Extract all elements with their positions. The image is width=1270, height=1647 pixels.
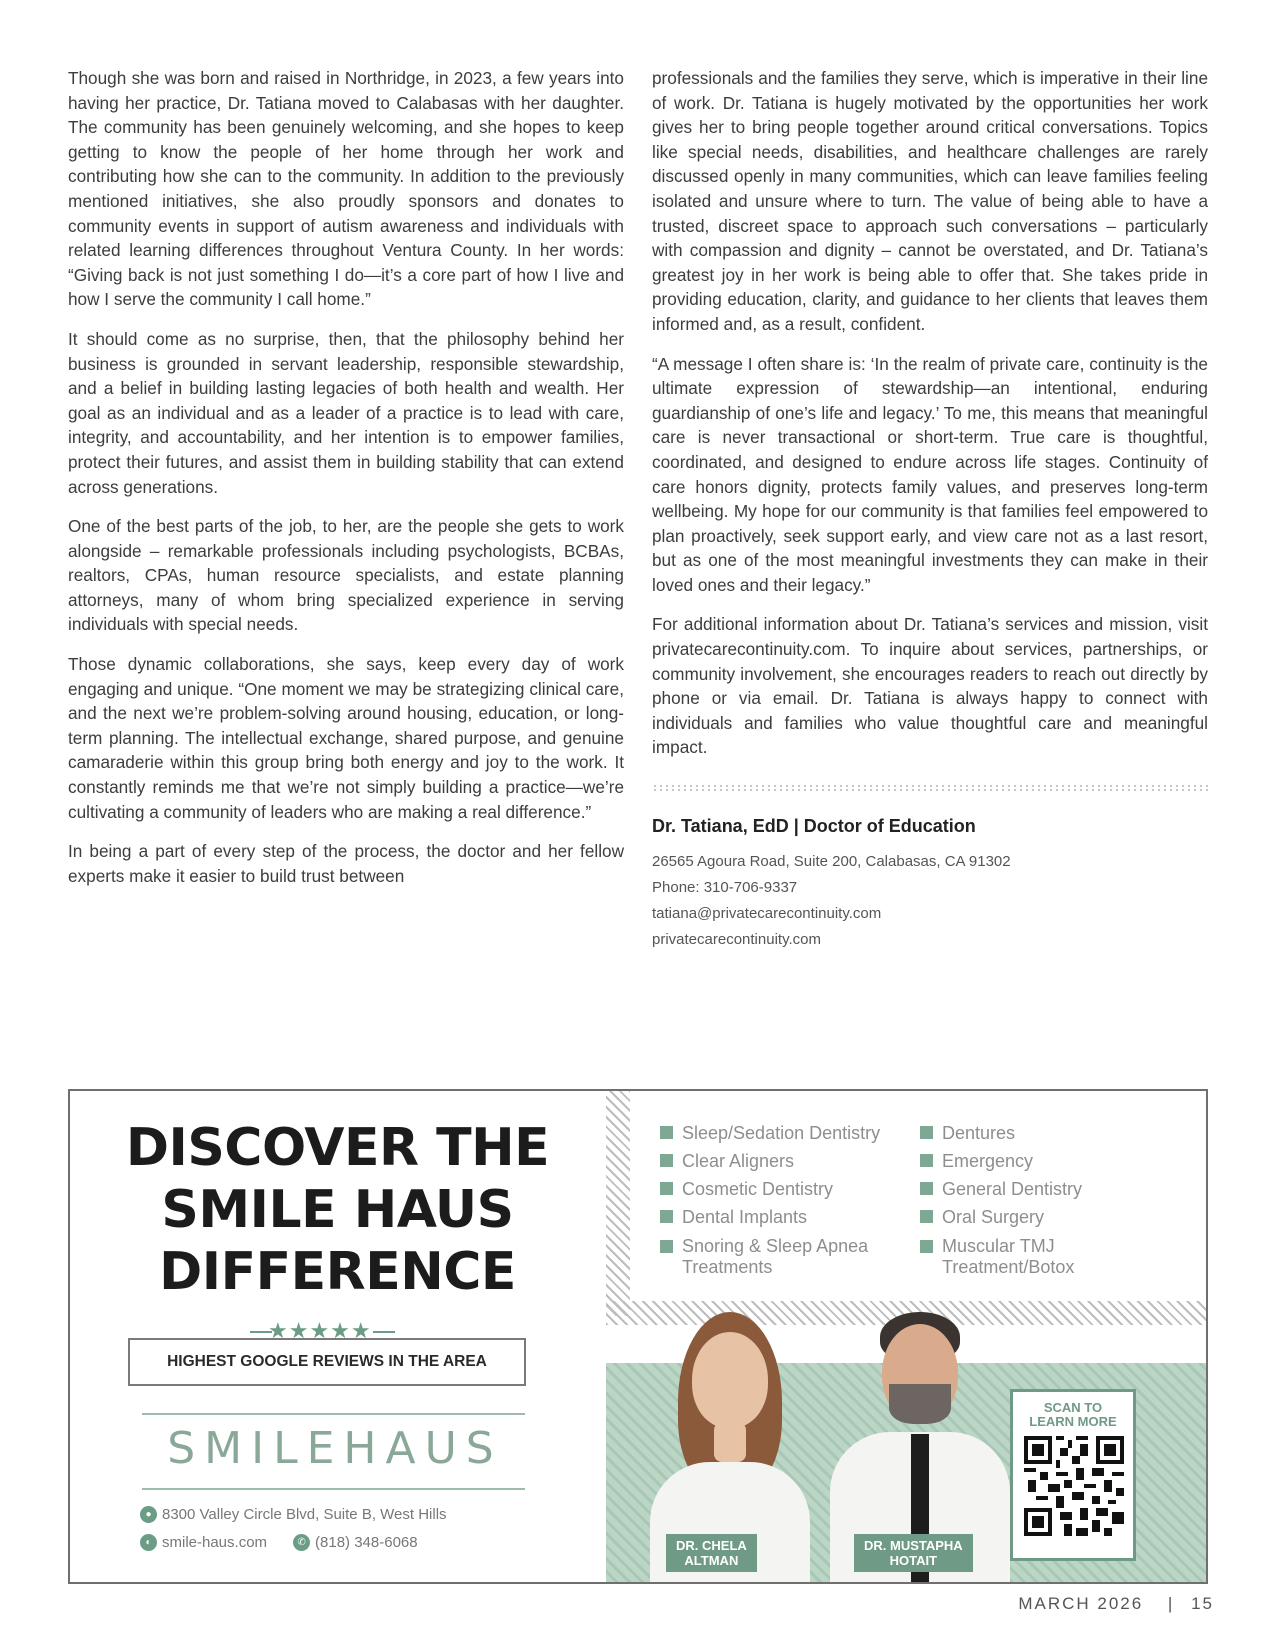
- bullet-square-icon: [660, 1210, 673, 1223]
- ad-headline-line: SMILE HAUS: [161, 1180, 514, 1240]
- bullet-square-icon: [920, 1210, 933, 1223]
- qr-label-line: SCAN TO: [1043, 1400, 1103, 1415]
- services-left-column: [660, 1119, 920, 1278]
- article-paragraph: Though she was born and raised in Northridge, in 2023, a few years into having her practice, Dr. Tatiana moved to Calabasas with her daughter. The community has been genuinely welcoming, and she hopes to keep getting to know the people of her home through her work and contributing how she can to the community. In addition to the previously mentioned initiatives, she also proudly sponsors and donates to community events in support of autism awareness and individuals with related learning differences throughout Ventura County. In her words: “Giving back is not just something I do—it’s a core part of how I live and how I serve the community I call home.”: [68, 68, 624, 310]
- issue-date: MARCH 2026: [1018, 1594, 1144, 1613]
- bullet-square-icon: [920, 1154, 933, 1167]
- signature-address: 26565 Agoura Road, Suite 200, Calabasas, CA 91302: [652, 853, 1011, 871]
- bullet-square-icon: [660, 1240, 673, 1253]
- article-paragraph: It should come as no surprise, then, that the philosophy behind her business is grounded in servant leadership, responsible stewardship, and a belief in building lasting legacies of both health and wealth. Her goal as an individual and as a leader of a practice is to lead with care, integrity, and accountability, and her intention is to empower families, protect their futures, and assist them in building stability that can extend across generations.: [68, 328, 624, 497]
- reviews-badge: HIGHEST GOOGLE REVIEWS IN THE AREA: [128, 1338, 526, 1386]
- article-paragraph: In being a part of every step of the process, the doctor and her fellow experts make it easier to build trust between: [68, 841, 624, 886]
- ad-address: 8300 Valley Circle Blvd, Suite B, West Hills: [162, 1506, 447, 1523]
- article-paragraph: For additional information about Dr. Tatiana’s services and mission, visit privatecarecontinuity.com. To inquire about services, partnerships, or community involvement, she encourages readers to reach out directly by phone or via email. Dr. Tatiana is always happy to connect with individuals and families who value thoughtful care and meaningful impact.: [652, 614, 1208, 758]
- doctor-name-tag: [854, 1534, 973, 1572]
- doctor-name-line: DR. CHELA: [676, 1538, 747, 1553]
- star-rating-icon: ★★★★★: [268, 1318, 372, 1343]
- neck-shape: [714, 1422, 746, 1462]
- doctor-name-line: ALTMAN: [684, 1553, 739, 1568]
- hatch-decoration-vertical: [606, 1091, 630, 1316]
- article-paragraph: professionals and the families they serve, which is imperative in their line of work. Dr. Tatiana is hugely motivated by the opportunities her work gives her to bring people together around critical conversations. Topics like special needs, disabilities, and healthcare challenges are rarely discussed openly in many communities, which can leave families feeling isolated and unsure where to turn. The value of being able to have a trusted, discreet space to approach such conversations – particularly with compassion and dignity – cannot be overstated, and Dr. Tatiana’s greatest joy in her work is being able to offer that. She takes pride in providing education, clarity, and guidance to her clients that leaves them informed and, as a result, confident.: [652, 68, 1208, 334]
- article-right-column: [652, 66, 1208, 1046]
- article-paragraph: “A message I often share is: ‘In the realm of private care, continuity is the ultimate expression of stewardship—an intentional, enduring guardianship of one’s life and legacy.’ To me, this means that meaningful care is never transactional or short-term. True care is thoughtful, coordinated, and designed to endure across life stages. Continuity of care honors dignity, protects family values, and preserves long-term wellbeing. My hope for our community is that families feel empowered to plan proactively, seek support early, and view care not as a last resort, but as one of the most meaningful investments they can make in their loved ones and their legacy.”: [652, 353, 1208, 595]
- service-item: Cosmetic Dentistry: [660, 1175, 920, 1203]
- service-item: Sleep/Sedation Dentistry: [660, 1119, 920, 1147]
- logo-rule-bottom: [142, 1488, 525, 1490]
- ad-left-panel: [70, 1091, 605, 1582]
- doctor-name-line: HOTAIT: [889, 1553, 938, 1568]
- service-item: Emergency: [920, 1147, 1180, 1175]
- service-item: Dentures: [920, 1119, 1180, 1147]
- signature-name: Dr. Tatiana, EdD | Doctor of Education: [652, 816, 976, 837]
- qr-code-panel[interactable]: [1010, 1389, 1136, 1561]
- phone-icon: ✆: [293, 1534, 310, 1551]
- face-shape: [692, 1332, 768, 1428]
- qr-label: [1013, 1401, 1133, 1429]
- qr-label-line: LEARN MORE: [1029, 1414, 1117, 1429]
- bullet-square-icon: [660, 1182, 673, 1195]
- page-number: 15: [1191, 1594, 1214, 1613]
- signature-website[interactable]: privatecarecontinuity.com: [652, 931, 821, 949]
- smile-haus-ad[interactable]: [68, 1089, 1208, 1584]
- article-left-column: [68, 66, 624, 1046]
- bullet-square-icon: [660, 1154, 673, 1167]
- doctor-name-tag: [666, 1534, 757, 1572]
- ad-headline-line: DIFFERENCE: [159, 1242, 516, 1302]
- service-item: Muscular TMJ Treatment/Botox: [920, 1236, 1180, 1278]
- signature-email[interactable]: tatiana@privatecarecontinuity.com: [652, 905, 882, 923]
- ad-headline-line: DISCOVER THE: [125, 1118, 550, 1178]
- doctor-name-line: DR. MUSTAPHA: [864, 1538, 963, 1553]
- beard-shape: [889, 1384, 951, 1424]
- article-columns: [68, 66, 1208, 1046]
- ad-website[interactable]: smile-haus.com: [162, 1534, 268, 1551]
- services-list: [660, 1119, 1180, 1278]
- footer-separator: |: [1167, 1594, 1175, 1613]
- service-item: Dental Implants: [660, 1203, 920, 1231]
- bullet-square-icon: [920, 1240, 933, 1253]
- ad-contact-row: [140, 1534, 418, 1551]
- ad-phone[interactable]: (818) 348-6068: [315, 1534, 418, 1551]
- services-right-column: [920, 1119, 1180, 1278]
- bullet-square-icon: [920, 1182, 933, 1195]
- service-item: Oral Surgery: [920, 1203, 1180, 1231]
- service-item: General Dentistry: [920, 1175, 1180, 1203]
- globe-icon: ◐: [140, 1534, 157, 1551]
- page-footer: [1018, 1594, 1214, 1614]
- stars-rule-right: [373, 1331, 395, 1333]
- ad-address-row: [140, 1506, 447, 1523]
- location-pin-icon: ●: [140, 1506, 157, 1523]
- signature-phone: Phone: 310-706-9337: [652, 879, 798, 897]
- smile-haus-logo: SMILEHAUS: [167, 1423, 503, 1474]
- bullet-square-icon: [920, 1126, 933, 1139]
- article-paragraph: Those dynamic collaborations, she says, keep every day of work engaging and unique. “One moment we may be strategizing clinical care, and the next we’re problem-solving around housing, education, or long-term planning. The intellectual exchange, shared purpose, and genuine camaraderie within this group bring both energy and joy to the work. It constantly reminds me that we’re not simply building a practice—we’re cultivating a community of leaders who are making a real difference.”: [68, 654, 624, 822]
- bullet-square-icon: [660, 1126, 673, 1139]
- dotted-divider: [652, 784, 1208, 792]
- qr-code-icon[interactable]: [1024, 1436, 1124, 1536]
- ad-headline: [70, 1117, 605, 1303]
- service-item: Snoring & Sleep Apnea Treatments: [660, 1236, 920, 1278]
- service-item: Clear Aligners: [660, 1147, 920, 1175]
- article-paragraph: One of the best parts of the job, to her, are the people she gets to work alongside – remarkable professionals including psychologists, BCBAs, realtors, CPAs, human resource specialists, and estate planning attorneys, many of whom bring specialized experience in serving individuals with special needs.: [68, 516, 624, 635]
- logo-rule-top: [142, 1413, 525, 1415]
